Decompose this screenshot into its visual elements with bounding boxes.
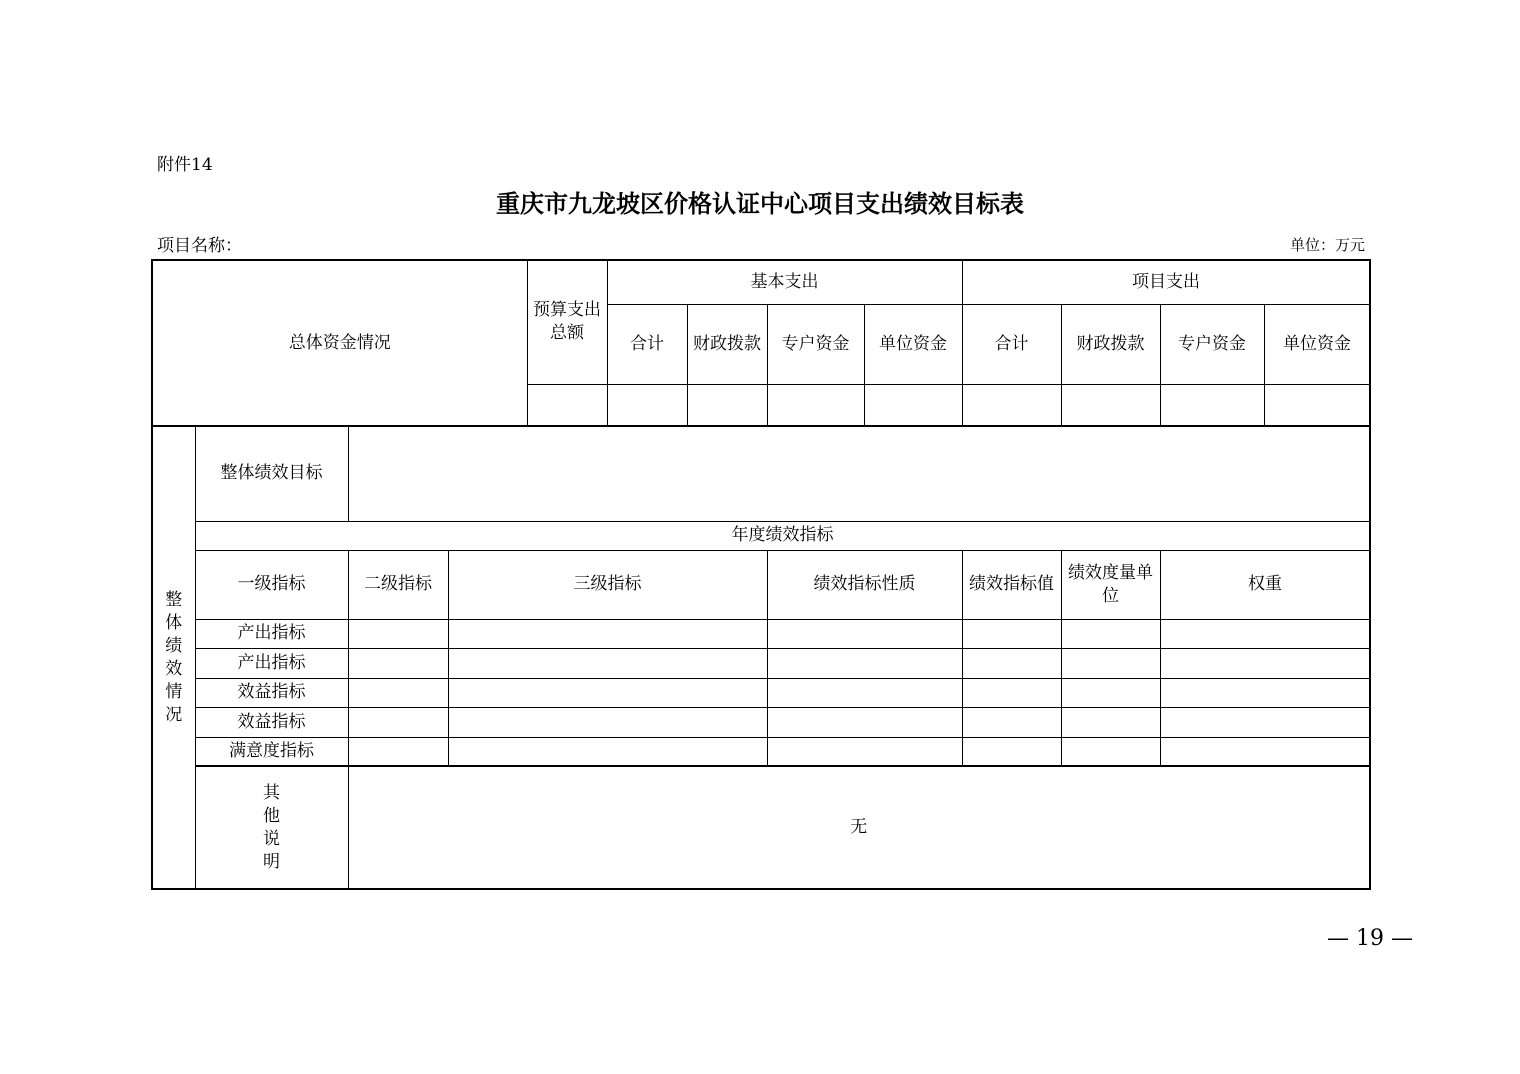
performance-target-table <box>151 259 1371 890</box>
level3-cell <box>448 678 767 707</box>
basic-total-header: 合计 <box>607 304 687 384</box>
page-number: — 19 — <box>1327 926 1413 951</box>
table-row <box>152 678 1370 707</box>
measure-unit-header: 绩效度量单位 <box>1061 550 1160 619</box>
attachment-label: 附件14 <box>157 155 213 175</box>
unit-label: 单位：万元 <box>1289 236 1365 254</box>
basic-total-cell <box>607 384 687 426</box>
level1-cell: 满意度指标 <box>195 737 348 766</box>
level3-cell <box>448 707 767 737</box>
project-total-header: 合计 <box>962 304 1061 384</box>
level2-cell <box>348 648 448 678</box>
indicator-nature-header: 绩效指标性质 <box>767 550 962 619</box>
project-unit-fund-header: 单位资金 <box>1264 304 1370 384</box>
basic-fiscal-header: 财政拨款 <box>687 304 767 384</box>
value-cell <box>962 707 1061 737</box>
level1-cell: 产出指标 <box>195 648 348 678</box>
unit-cell <box>1061 707 1160 737</box>
table-row <box>152 737 1370 766</box>
project-unit-fund-cell <box>1264 384 1370 426</box>
other-notes-value: 无 <box>348 766 1370 889</box>
level2-cell <box>348 737 448 766</box>
weight-header: 权重 <box>1160 550 1370 619</box>
basic-unit-fund-cell <box>864 384 962 426</box>
unit-cell <box>1061 678 1160 707</box>
budget-total-cell <box>527 384 607 426</box>
basic-expense-header: 基本支出 <box>607 260 962 304</box>
level1-cell: 效益指标 <box>195 678 348 707</box>
nature-cell <box>767 707 962 737</box>
nature-cell <box>767 678 962 707</box>
value-cell <box>962 619 1061 648</box>
weight-cell <box>1160 737 1370 766</box>
weight-cell <box>1160 707 1370 737</box>
level2-cell <box>348 678 448 707</box>
nature-cell <box>767 737 962 766</box>
project-special-account-cell <box>1160 384 1264 426</box>
project-total-cell <box>962 384 1061 426</box>
level3-cell <box>448 737 767 766</box>
level1-cell: 效益指标 <box>195 707 348 737</box>
value-cell <box>962 678 1061 707</box>
weight-cell <box>1160 648 1370 678</box>
overall-goal-value <box>348 426 1370 521</box>
level2-indicator-header: 二级指标 <box>348 550 448 619</box>
project-expense-header: 项目支出 <box>962 260 1370 304</box>
level3-indicator-header: 三级指标 <box>448 550 767 619</box>
document-title: 重庆市九龙坡区价格认证中心项目支出绩效目标表 <box>496 189 1024 218</box>
overall-funding-label: 总体资金情况 <box>152 260 527 426</box>
project-fiscal-header: 财政拨款 <box>1061 304 1160 384</box>
level3-cell <box>448 648 767 678</box>
level1-cell: 产出指标 <box>195 619 348 648</box>
annual-indicators-header: 年度绩效指标 <box>195 521 1370 550</box>
basic-special-account-cell <box>767 384 864 426</box>
unit-cell <box>1061 648 1160 678</box>
project-fiscal-cell <box>1061 384 1160 426</box>
level3-cell <box>448 619 767 648</box>
level1-indicator-header: 一级指标 <box>195 550 348 619</box>
nature-cell <box>767 648 962 678</box>
budget-total-header: 预算支出总额 <box>527 260 607 384</box>
project-name-label: 项目名称： <box>157 236 242 256</box>
table-row <box>152 648 1370 678</box>
unit-cell <box>1061 737 1160 766</box>
other-notes-label: 其 他 说 明 <box>195 766 348 889</box>
basic-fiscal-cell <box>687 384 767 426</box>
overall-goal-label: 整体绩效目标 <box>195 426 348 521</box>
indicator-value-header: 绩效指标值 <box>962 550 1061 619</box>
level2-cell <box>348 707 448 737</box>
basic-special-account-header: 专户资金 <box>767 304 864 384</box>
overall-performance-label: 整 体 绩 效 情 况 <box>152 426 195 889</box>
basic-unit-fund-header: 单位资金 <box>864 304 962 384</box>
table-row <box>152 707 1370 737</box>
level2-cell <box>348 619 448 648</box>
table-row <box>152 619 1370 648</box>
weight-cell <box>1160 619 1370 648</box>
nature-cell <box>767 619 962 648</box>
value-cell <box>962 648 1061 678</box>
weight-cell <box>1160 678 1370 707</box>
unit-cell <box>1061 619 1160 648</box>
value-cell <box>962 737 1061 766</box>
project-special-account-header: 专户资金 <box>1160 304 1264 384</box>
